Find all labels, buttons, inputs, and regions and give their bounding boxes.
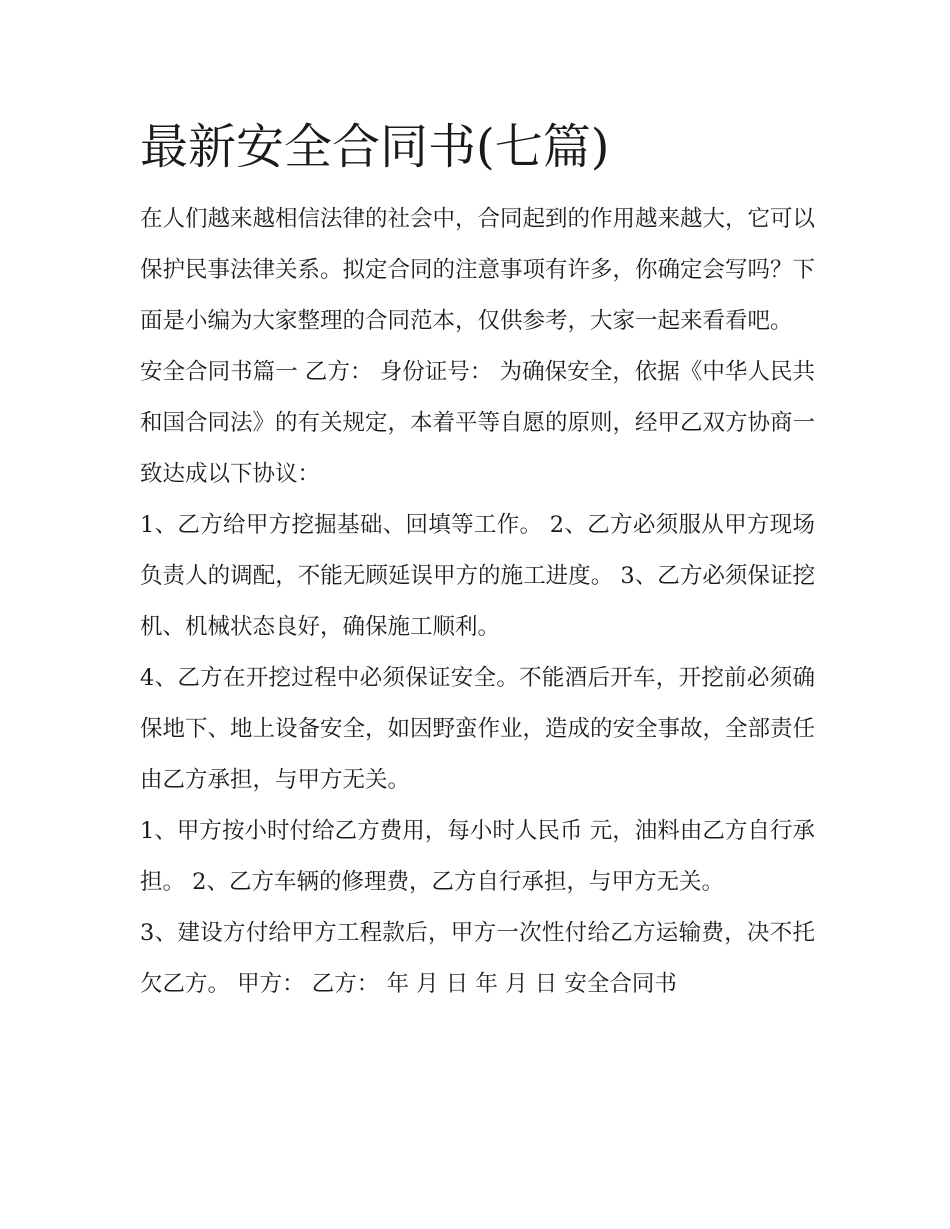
- paragraph-clauses-1-3: 1、乙方给甲方挖掘基础、回填等工作。 2、乙方必须服从甲方现场负责人的调配，不能无顾延误甲方的施工进度。 3、乙方必须保证挖机、机械状态良好，确保施工顺利。: [140, 512, 815, 640]
- paragraph-signature: 3、建设方付给甲方工程款后，甲方一次性付给乙方运输费，决不托欠乙方。 甲方： 乙方： 年 月 日 年 月 日 安全合同书: [140, 920, 815, 997]
- paragraph-payment-clauses: 1、甲方按小时付给乙方费用，每小时人民币 元，油料由乙方自行承担。 2、乙方车辆的修理费，乙方自行承担，与甲方无关。: [140, 818, 815, 895]
- paragraph-intro: 在人们越来越相信法律的社会中，合同起到的作用越来越大，它可以保护民事法律关系。拟定合同的注意事项有许多，你确定会写吗？下面是小编为大家整理的合同范本，仅供参考，大家一起来看看吧。: [140, 206, 816, 334]
- document-page: [140, 112, 815, 1010]
- document-title: 最新安全合同书(七篇): [140, 119, 610, 175]
- paragraph-contract-preamble: 安全合同书篇一 乙方： 身份证号： 为确保安全，依据《中华人民共和国合同法》的有关规定，本着平等自愿的原则，经甲乙双方协商一致达成以下协议：: [140, 359, 816, 487]
- paragraph-clause-4: 4、乙方在开挖过程中必须保证安全。不能酒后开车，开挖前必须确保地下、地上设备安全，如因野蛮作业，造成的安全事故，全部责任由乙方承担，与甲方无关。: [140, 665, 816, 793]
